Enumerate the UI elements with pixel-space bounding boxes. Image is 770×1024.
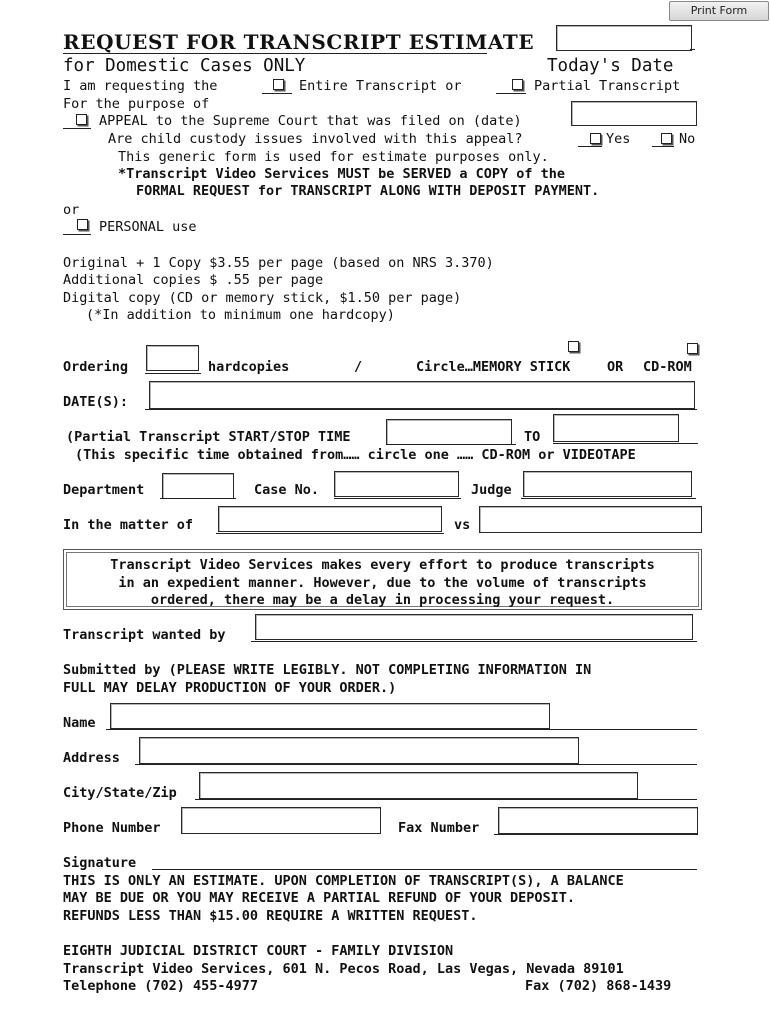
telephone-number: Telephone (702) 455-4977: [63, 978, 259, 994]
entire-transcript-checkbox[interactable]: [273, 79, 284, 90]
wanted-by-label: Transcript wanted by: [63, 627, 226, 643]
start-time-input[interactable]: [386, 419, 512, 445]
appeal-date-input[interactable]: [571, 101, 697, 126]
personal-use-checkbox[interactable]: [77, 219, 88, 230]
or-separator: OR: [607, 359, 624, 375]
signature-label: Signature: [63, 855, 137, 871]
city-state-zip-input[interactable]: [199, 772, 638, 799]
pricing-digital: Digital copy (CD or memory stick, $1.50 per page): [63, 290, 462, 306]
address-input[interactable]: [139, 737, 579, 764]
appeal-label: APPEAL to the Supreme Court that was filed on (date): [99, 113, 522, 129]
page-title: REQUEST FOR TRANSCRIPT ESTIMATE: [63, 30, 535, 54]
wanted-by-input[interactable]: [255, 614, 693, 640]
pricing-original: Original + 1 Copy $3.55 per page (based on NRS 3.370): [63, 255, 494, 271]
estimate-notice-line3: REFUNDS LESS THAN $15.00 REQUIRE A WRITTEN REQUEST.: [63, 908, 478, 924]
dates-label: DATE(S):: [63, 394, 129, 410]
to-label: TO: [524, 429, 541, 445]
custody-question: Are child custody issues involved with this appeal?: [108, 131, 523, 147]
vs-label: vs: [454, 517, 471, 533]
generic-note: This generic form is used for estimate purposes only.: [118, 149, 549, 165]
phone-input[interactable]: [181, 807, 381, 834]
phone-label: Phone Number: [63, 820, 161, 836]
estimate-notice-line2: MAY BE DUE OR YOU MAY RECEIVE A PARTIAL REFUND OF YOUR DEPOSIT.: [63, 890, 576, 906]
appeal-checkbox[interactable]: [76, 114, 87, 125]
submitted-by-line2: FULL MAY DELAY PRODUCTION OF YOUR ORDER.): [63, 680, 397, 696]
address-underline: [135, 764, 697, 765]
processing-notice-box: [63, 549, 702, 610]
stop-underline: [553, 443, 698, 444]
memory-stick-checkbox[interactable]: [568, 341, 579, 352]
hardcopies-count-input[interactable]: [146, 345, 199, 371]
partial-transcript-checkbox[interactable]: [512, 79, 523, 90]
notice-line: ordered, there may be a delay in processing your request.: [150, 592, 615, 608]
fax-number: Fax (702) 868-1439: [525, 978, 672, 994]
name-underline: [106, 729, 697, 730]
stop-time-input[interactable]: [553, 414, 679, 442]
custody-yes-label: Yes: [606, 131, 631, 147]
court-name: EIGHTH JUDICIAL DISTRICT COURT - FAMILY DIVISION: [63, 943, 454, 959]
partial-underline: [496, 93, 526, 94]
case-no-label: Case No.: [254, 482, 320, 498]
notice-line: in an expedient manner. However, due to the volume of transcripts: [118, 574, 647, 591]
specific-time-note: (This specific time obtained from…… circle one …… CD-ROM or VIDEOTAPE: [75, 447, 636, 463]
no-underline: [652, 146, 674, 147]
pricing-hardcopy-note: (*In addition to minimum one hardcopy): [86, 307, 395, 323]
matter-of-label: In the matter of: [63, 517, 194, 533]
judge-underline: [521, 498, 696, 499]
circle-memory-stick-label: Circle…MEMORY STICK: [416, 359, 571, 375]
page-subtitle: for Domestic Cases ONLY: [63, 56, 306, 76]
signature-line[interactable]: [152, 869, 697, 870]
address-label: Address: [63, 750, 120, 766]
city-state-zip-label: City/State/Zip: [63, 785, 177, 801]
custody-no-checkbox[interactable]: [661, 133, 672, 144]
custody-yes-checkbox[interactable]: [590, 133, 601, 144]
purpose-label: For the purpose of: [63, 96, 210, 112]
judge-label: Judge: [471, 482, 512, 498]
title-underline: [63, 53, 487, 54]
personal-use-label: PERSONAL use: [99, 219, 197, 235]
processing-notice: [66, 552, 699, 607]
pricing-additional: Additional copies $ .55 per page: [63, 272, 324, 288]
matter-of-input[interactable]: [218, 506, 442, 532]
wanted-by-underline: [251, 641, 697, 642]
entire-underline: [262, 93, 292, 94]
estimate-notice-line1: THIS IS ONLY AN ESTIMATE. UPON COMPLETION OF TRANSCRIPT(S), A BALANCE: [63, 873, 624, 889]
fax-label: Fax Number: [398, 820, 480, 836]
hardcopies-label: hardcopies: [208, 359, 290, 375]
yes-underline: [578, 146, 602, 147]
partial-transcript-label: Partial Transcript: [534, 78, 681, 94]
judge-input[interactable]: [523, 471, 692, 497]
cdrom-label: CD-ROM: [643, 359, 692, 375]
department-label: Department: [63, 482, 145, 498]
entire-transcript-label: Entire Transcript or: [299, 78, 462, 94]
department-input[interactable]: [162, 473, 234, 499]
serve-notice-line1: *Transcript Video Services MUST be SERVED a COPY of the: [118, 166, 566, 182]
serve-notice-line2: FORMAL REQUEST for TRANSCRIPT ALONG WITH DEPOSIT PAYMENT.: [136, 183, 600, 199]
matter-underline: [216, 533, 444, 534]
slash-separator: /: [354, 359, 363, 375]
cdrom-checkbox[interactable]: [687, 343, 698, 354]
partial-start-stop-label: (Partial Transcript START/STOP TIME: [66, 429, 351, 445]
submitted-by-line1: Submitted by (PLEASE WRITE LEGIBLY. NOT COMPLETING INFORMATION IN: [63, 662, 592, 678]
office-address: Transcript Video Services, 601 N. Pecos Road, Las Vegas, Nevada 89101: [63, 961, 624, 977]
start-underline: [386, 444, 516, 445]
appeal-underline: [63, 128, 91, 129]
fax-input[interactable]: [498, 807, 698, 834]
dates-underline: [145, 409, 697, 410]
dates-input[interactable]: [149, 381, 695, 409]
or-label: or: [63, 202, 80, 218]
name-label: Name: [63, 715, 96, 731]
department-underline: [160, 498, 236, 499]
notice-line: Transcript Video Services makes every effort to produce transcripts: [110, 557, 655, 573]
city-underline: [195, 799, 697, 800]
todays-date-label: Today's Date: [547, 56, 674, 76]
case-no-input[interactable]: [334, 471, 459, 497]
ordering-label: Ordering: [63, 359, 129, 375]
todays-date-input[interactable]: [556, 25, 692, 51]
case-no-underline: [334, 498, 461, 499]
print-form-button[interactable]: Print Form: [669, 1, 769, 21]
hardcopies-underline: [145, 373, 201, 374]
fax-underline: [494, 834, 698, 835]
request-intro: I am requesting the: [63, 78, 218, 94]
custody-no-label: No: [679, 131, 696, 147]
name-input[interactable]: [110, 703, 550, 729]
personal-underline: [63, 234, 91, 235]
versus-input[interactable]: [479, 506, 702, 533]
date-underline: [690, 49, 695, 50]
